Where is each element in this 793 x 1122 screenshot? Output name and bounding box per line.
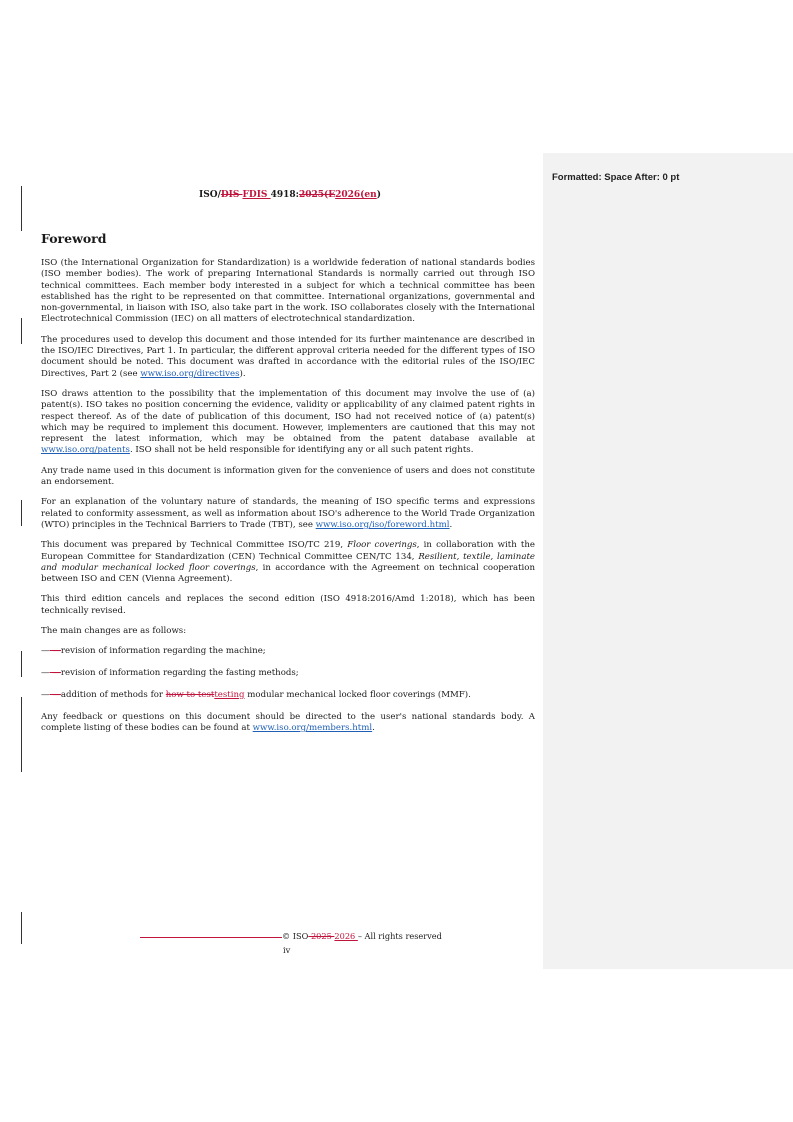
- page-number: iv: [283, 945, 291, 955]
- foreword-link[interactable]: www.iso.org/iso/foreword.html: [315, 519, 450, 530]
- paragraph: ISO (the International Organization for Standardization) is a worldwide federation of national standards bodies (ISO member bodies). The work of preparing International Standards is normally carried out through ISO technical committees. Each member body interested in a subject for which a technical committee has been established has the right to be represented on that committee. International organizations, governmental and non-governmental, in liaison with ISO, also take part in the work. ISO collaborates closely with the International Electrotechnical Commission (IEC) on all matters of electrotechnical standardization.: [41, 258, 535, 325]
- document-body: [41, 258, 535, 743]
- list-item: — —addition of methods for how to testtesting modular mechanical locked floor coverings (MMF).: [41, 689, 471, 700]
- paragraph: Any trade name used in this document is information given for the convenience of users and does not constitute an endorsement.: [41, 465, 535, 488]
- change-bar: [21, 651, 22, 677]
- change-bar: [21, 697, 22, 772]
- copyright-footer: © ISO 2025 2026 – All rights reserved: [282, 931, 442, 941]
- comment-pane: [543, 153, 793, 969]
- change-bar: [21, 500, 22, 526]
- paragraph: This document was prepared by Technical Committee ISO/TC 219, Floor coverings, in collaboration with the European Committee for Standardization (CEN) Technical Committee CEN/TC 134, Resilient, textile, laminate and modular mechanical locked floor coverings, in accordance with the Agreement on technical cooperation between ISO and CEN (Vienna Agreement).: [41, 540, 535, 585]
- comment-label: Formatted: Space After: 0 pt: [552, 172, 680, 183]
- paragraph: Any feedback or questions on this document should be directed to the user's national standards body. A complete listing of these bodies can be found at www.iso.org/members.html.: [41, 711, 535, 733]
- members-link[interactable]: www.iso.org/members.html: [252, 723, 373, 733]
- paragraph: The main changes are as follows:: [41, 626, 187, 637]
- paragraph: For an explanation of the voluntary nature of standards, the meaning of ISO specific terms and expressions related to conformity assessment, as well as information about ISO's adherence to the World Trade Organization (WTO) principles in the Technical Barriers to Trade (TBT), see www.iso.org/iso/foreword.html.: [41, 497, 535, 530]
- paragraph: ISO draws attention to the possibility that the implementation of this document may involve the use of (a) patent(s). ISO takes no position concerning the evidence, validity or applicability of any claimed patent rights in respect thereof. As of the date of publication of this document, ISO had not received notice of (a) patent(s) which may be required to implement this document. However, implementers are cautioned that this may not represent the latest information, which may be obtained from the patent database available at www.iso.org/patents. ISO shall not be held responsible for identifying any or all such patent rights.: [41, 388, 535, 456]
- paragraph: This third edition cancels and replaces the second edition (ISO 4918:2016/Amd 1:2018), which has been technically revised.: [41, 594, 535, 616]
- paragraph: The procedures used to develop this document and those intended for its further maintenance are described in the ISO/IEC Directives, Part 1. In particular, the different approval criteria needed for the different types of ISO document should be noted. This document was drafted in accordance with the editorial rules of the ISO/IEC Directives, Part 2 (see www.iso.org/directives).: [41, 334, 535, 379]
- list-item: — —revision of information regarding the fasting methods;: [41, 668, 299, 679]
- patents-link[interactable]: www.iso.org/patents: [41, 445, 130, 456]
- list-item: — —revision of information regarding the machine;: [41, 646, 266, 657]
- change-bar: [21, 318, 22, 344]
- section-title: Foreword: [41, 231, 107, 246]
- directives-link[interactable]: www.iso.org/directives: [140, 368, 240, 379]
- change-bar: [21, 912, 22, 944]
- document-header: ISO/DIS FDIS 4918:2025(E2026(en): [199, 190, 381, 200]
- footer-deleted-line: [140, 937, 282, 938]
